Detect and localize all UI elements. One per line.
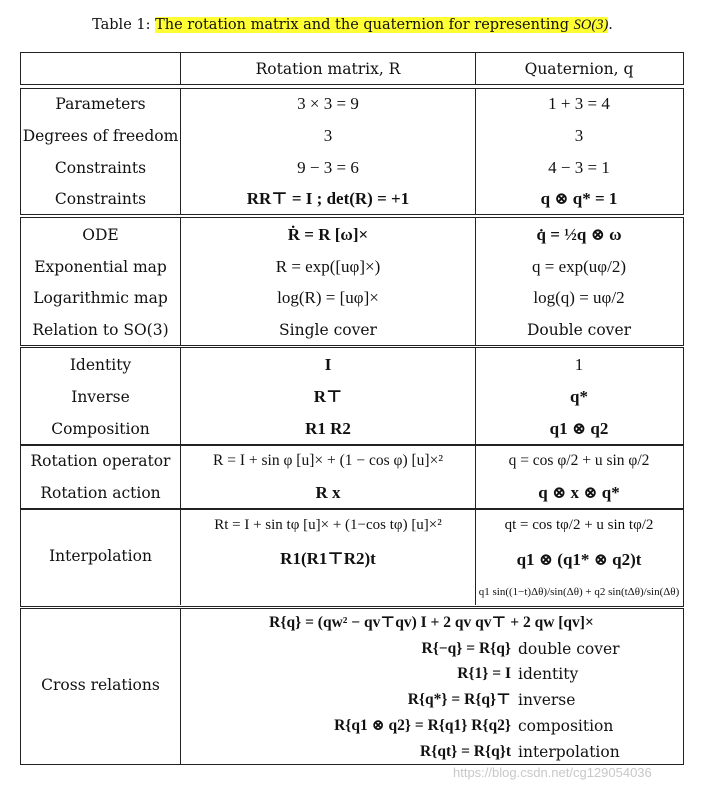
interp-q3: q1 sin((1−t)Δθ)/sin(Δθ) + q2 sin(tΔθ)/sin(Δθ) [478,586,680,598]
log-q: log(q) = uφ/2 [533,288,625,307]
parameters-r: 3 × 3 = 9 [297,94,359,113]
ode-r: Ṙ = R [ω]× [287,225,369,244]
cross-formula: R{qt} = R{q}t [420,743,511,760]
inverse-q: q* [570,387,588,406]
inverse-r: R⊤ [313,387,343,406]
cross-note: composition [518,717,614,735]
row-label: Interpolation [49,547,152,565]
row-label: Logarithmic map [33,289,168,307]
row-label: Rotation action [40,484,161,502]
row-label: Constraints [54,190,147,208]
interp-r2: R1(R1⊤R2)t [280,549,376,568]
interp-q1: qt = cos tφ/2 + u sin tφ/2 [504,517,654,533]
interp-r1: Rt = I + sin tφ [u]× + (1−cos tφ) [u]×² [214,517,442,533]
exp-r: R = exp([uφ]×) [275,257,381,276]
constraints-r: 9 − 3 = 6 [297,158,359,177]
cross-formula: R{q} = (qw² − qv⊤qv) I + 2 qv qv⊤ + 2 qw [qv]× [269,614,594,631]
interp-q2: q1 ⊗ (q1* ⊗ q2)t [516,550,642,569]
identity-q: 1 [574,355,584,374]
cross-formula: R{1} = I [457,665,511,682]
operator-r: R = I + sin φ [u]× + (1 − cos φ) [u]×² [213,452,443,469]
caption-group: SO(3) [573,17,609,33]
cross-formula: R{−q} = R{q} [421,640,511,657]
row-label: Cross relations [41,676,160,694]
constraints2-q: q ⊗ q* = 1 [540,189,618,208]
composition-r: R1 R2 [305,419,351,438]
cross-formula: R{q1 ⊗ q2} = R{q1} R{q2} [334,717,511,734]
relation-r: Single cover [279,321,377,339]
row-label: Parameters [55,95,146,113]
cross-note: interpolation [518,743,620,761]
parameters-q: 1 + 3 = 4 [548,94,610,113]
action-q: q ⊗ x ⊗ q* [538,483,620,502]
dof-q: 3 [574,126,584,145]
row-label: Inverse [71,388,130,406]
cross-note: identity [518,665,579,683]
action-r: R x [315,483,341,502]
caption-label: Table 1: [92,17,151,33]
table-caption: Table 1: The rotation matrix and the quaternion for representing SO(3). [92,17,613,33]
log-r: log(R) = [uφ]× [277,288,379,307]
relation-q: Double cover [526,321,632,339]
exp-q: q = exp(uφ/2) [532,257,626,276]
operator-q: q = cos φ/2 + u sin φ/2 [508,452,650,469]
cross-note: inverse [518,691,576,709]
constraints-q: 4 − 3 = 1 [548,158,610,177]
row-label: Exponential map [34,258,167,276]
identity-r: I [324,355,332,374]
row-label: Relation to SO(3) [32,321,169,339]
row-label: Constraints [54,159,147,177]
composition-q: q1 ⊗ q2 [549,419,609,438]
row-label: ODE [82,226,119,244]
row-label: Degrees of freedom [22,127,179,145]
dof-r: 3 [323,126,333,145]
header-rotation-matrix: Rotation matrix, R [255,60,401,78]
constraints2-r: RR⊤ = I ; det(R) = +1 [246,189,410,208]
row-label: Rotation operator [30,452,171,470]
cross-formula: R{q*} = R{q}⊤ [407,691,511,708]
caption-text: The rotation matrix and the quaternion for representing [155,17,570,33]
row-label: Composition [51,420,150,438]
ode-q: q̇ = ½q ⊗ ω [536,225,622,244]
cross-note: double cover [518,640,620,658]
row-label: Identity [69,356,132,374]
header-quaternion: Quaternion, q [524,60,634,78]
watermark: https://blog.csdn.net/cg129054036 [453,765,652,780]
caption-highlight [155,17,608,33]
